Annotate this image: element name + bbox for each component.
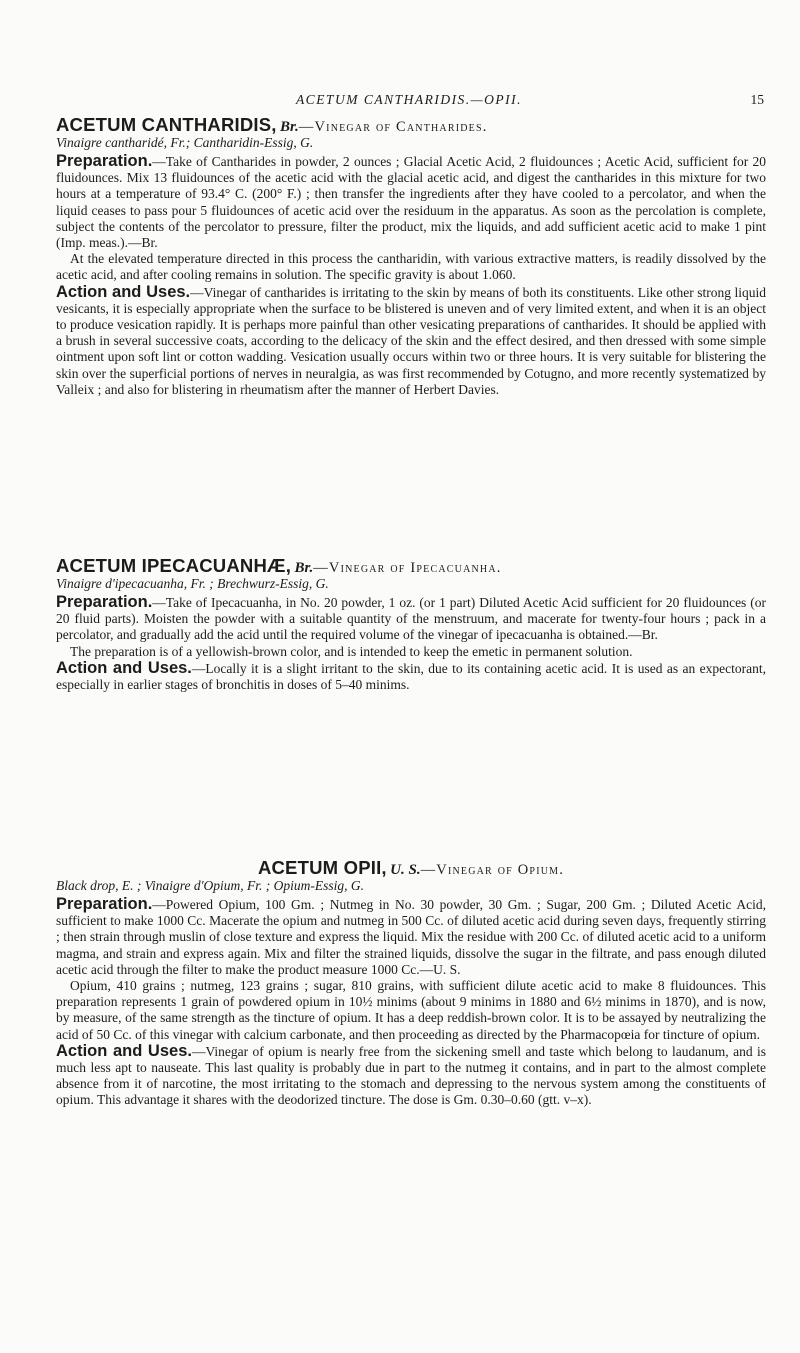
entry-english-name: —Vinegar of Ipecacuanha. — [313, 560, 502, 576]
synonyms-text: Black drop, E. ; Vinaigre d'Opium, Fr. ; Opium-Essig, G. — [56, 878, 364, 893]
preparation-paragraph — [56, 153, 766, 251]
entry-authority: Br. — [280, 119, 299, 135]
action-uses-text: —Vinegar of opium is nearly free from the sickening smell and taste which belong to laudanum, and is much less apt to nauseate. This last quality is probably due in part to the nutmeg it contains, and in part to the almost complete absence from it of narcotine, the most irritating to the stomach and depressing to the nervous system among the constituents of opium. This advantage it shares with the deodorized tincture. The dose is Gm. 0.30–0.60 (gtt. v–x). — [56, 1043, 766, 1108]
entry-english-name: —Vinegar of Opium. — [420, 862, 565, 878]
action-uses-text: —Vinegar of cantharides is irritating to the skin by means of both its constituents. Like other strong liquid vesicants, it is especially appropriate when the surface to be blistered is uneven and of very limited extent, and when it is an object to produce vesication rapidly. It is perhaps more painful than other vesicating preparations of cantharides. It should be applied with a brush in several successive coats, according to the delicacy of the skin and the effect desired, and then dressed with some simple ointment upon soft lint or cotton wadding. Vesication usually occurs within two or three hours. It is very suitable for blistering the skin over the superficial portions of nerves in neuralgia, as was first recommended by Cotugno, and more recently systematized by Valleix ; and also for blistering in rheumatism after the manner of Herbert Davies. — [56, 284, 766, 397]
action-uses-heading: Action and Uses. — [56, 1041, 192, 1060]
entry-synonyms — [56, 878, 766, 894]
preparation-text: —Take of Cantharides in powder, 2 ounces ; Glacial Acetic Acid, 2 fluidounces ; Acetic Acid, sufficient for 20 fluidounces. Mix 13 fluidounces of the acetic acid with the glacial acetic acid, and digest the cantharides in this mixture for two hours at a temperature of 93.4° C. (200° F.) ; then transfer the ingredients after they have cooled to a percolator, and when the liquid ceases to pass pour 5 fluidounces of acetic acid over the residuum in the apparatus. As soon as the percolation is complete, subject the contents of the percolator to pressure, filter the product, mix the liquids, and add sufficient acetic acid to make 1 pint (Imp. meas.).—Br. — [56, 154, 766, 251]
entry-authority: U. S. — [390, 862, 421, 878]
synonyms-text: Vinaigre cantharidé, Fr.; Cantharidin-Essig, G. — [56, 135, 314, 150]
preparation-text: —Powered Opium, 100 Gm. ; Nutmeg in No. 30 powder, 30 Gm. ; Sugar, 200 Gm. ; Diluted Acetic Acid, sufficient to make 1000 Cc. Macerate the opium and nutmeg in 500 Cc. of diluted acetic acid during seven days, frequently stirring ; then strain through muslin of close texture and express the liquid. Mix the residue with 200 Cc. of diluted acetic acid to a uniform magma, and strain and express again. Mix and filter the strained liquids, dissolve the sugar in the filtrate, and pass enough diluted acetic acid through the filter to make the product measure 1000 Cc.—U. S. — [56, 897, 766, 977]
running-head — [56, 92, 766, 112]
entry-heading — [56, 114, 766, 135]
action-uses-paragraph — [56, 660, 766, 693]
preparation-text: —Take of Ipecacuanha, in No. 20 powder, 1 oz. (or 1 part) Diluted Acetic Acid sufficient for 20 fluidounces (or 20 fluid parts). Moisten the powder with a suitable quantity of the menstruum, and macerate for twenty-four hours ; pack in a percolator, and gradually add the acid until the required volume of the vinegar of ipecacuanha is obtained.—Br. — [56, 595, 766, 643]
entry-name: ACETUM IPECACUANHÆ, — [56, 555, 292, 576]
entry-acetum-ipecacuanhae — [56, 555, 766, 693]
entry-acetum-opii — [56, 857, 766, 1109]
preparation-heading: Preparation. — [56, 895, 153, 913]
entry-heading — [56, 555, 766, 576]
entry-authority: Br. — [294, 560, 314, 576]
action-uses-paragraph — [56, 1043, 766, 1109]
action-uses-heading: Action and Uses. — [56, 282, 191, 301]
preparation-note: At the elevated temperature directed in this process the cantharidin, with various extractive matters, is readily dissolved by the acetic acid, and after cooling remains in solution. The specific gravity is about 1.060. — [56, 251, 766, 283]
entry-acetum-cantharidis — [56, 114, 766, 398]
entry-heading — [56, 857, 766, 878]
preparation-note: Opium, 410 grains ; nutmeg, 123 grains ; sugar, 810 grains, with sufficient dilute acetic acid to make 8 fluidounces. This preparation represents 1 grain of powdered opium in 10½ minims (about 9 minims in 1880 and 6½ minims in 1870), and is now, by measure, of the same strength as the tincture of opium. It has a deep reddish-brown color. It is to be assayed by neutralizing the acid of 50 Cc. of this vinegar with calcium carbonate, and then proceeding as directed by the Pharmacopœia for tincture of opium. — [56, 978, 766, 1042]
action-uses-paragraph — [56, 284, 766, 398]
running-head-title: ACETUM CANTHARIDIS.—OPII. — [295, 92, 523, 107]
entry-name: ACETUM CANTHARIDIS, — [56, 114, 277, 135]
preparation-paragraph — [56, 896, 766, 978]
entry-name: ACETUM OPII, — [257, 857, 387, 878]
page-number: 15 — [750, 92, 764, 107]
entry-english-name: —Vinegar of Cantharides. — [298, 119, 488, 135]
action-uses-heading: Action and Uses. — [56, 658, 192, 677]
entry-synonyms — [56, 135, 766, 151]
preparation-heading: Preparation. — [56, 593, 153, 611]
preparation-paragraph — [56, 594, 766, 644]
action-uses-text: —Locally it is a slight irritant to the skin, due to its containing acetic acid. It is used as an expectorant, especially in earlier stages of bronchitis in doses of 5–40 minims. — [56, 660, 766, 693]
preparation-note: The preparation is of a yellowish-brown color, and is intended to keep the emetic in permanent solution. — [70, 643, 633, 659]
preparation-heading: Preparation. — [56, 152, 153, 170]
entry-synonyms — [56, 576, 766, 592]
synonyms-text: Vinaigre d'ipecacuanha, Fr. ; Brechwurz-Essig, G. — [56, 576, 329, 591]
